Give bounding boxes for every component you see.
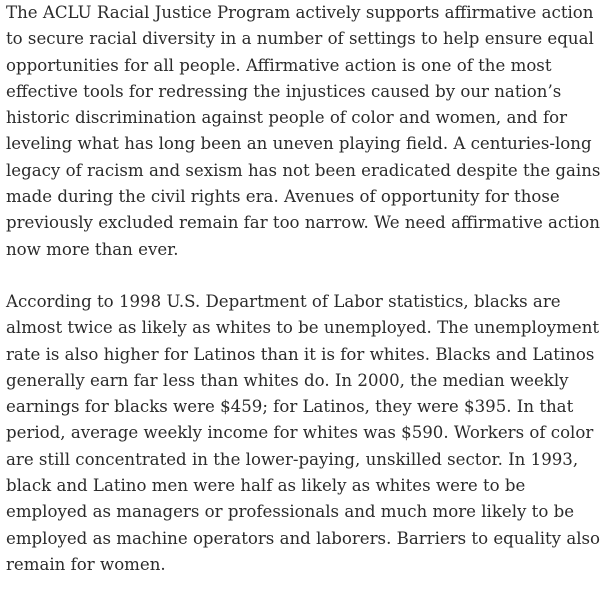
text-line: legacy of racism and sexism has not been eradicated despite the gains: [6, 160, 601, 180]
text-line: The ACLU Racial Justice Program actively supports affirmative action: [6, 3, 594, 22]
text-line: period, average weekly income for whites was $590. Workers of color: [6, 423, 594, 443]
text-line: earnings for blacks were $459; for Latinos, they were $395. In that: [6, 397, 574, 417]
document-body: [6, 0, 604, 578]
text-line: remain for women.: [6, 554, 166, 574]
text-line: generally earn far less than whites do. In 2000, the median weekly: [6, 370, 569, 390]
text-line: employed as managers or professionals and much more likely to be: [6, 502, 575, 522]
text-line: black and Latino men were half as likely as whites were to be: [6, 476, 526, 496]
text-line: now more than ever.: [6, 239, 179, 259]
text-line: employed as machine operators and laborers. Barriers to equality also: [6, 528, 601, 548]
paragraph-labor-statistics: [6, 289, 604, 578]
text-line: rate is also higher for Latinos than it is for whites. Blacks and Latinos: [6, 344, 595, 364]
text-line: historic discrimination against people of color and women, and for: [6, 108, 568, 128]
text-line: opportunities for all people. Affirmative action is one of the most: [6, 55, 552, 75]
paragraph-affirmative-action: [6, 0, 604, 263]
text-line: According to 1998 U.S. Department of Labor statistics, blacks are: [6, 291, 561, 311]
text-line: almost twice as likely as whites to be unemployed. The unemployment: [6, 318, 600, 338]
text-line: leveling what has long been an uneven playing field. A centuries-long: [6, 134, 592, 154]
text-line: made during the civil rights era. Avenues of opportunity for those: [6, 187, 560, 207]
paragraph-spacer: [6, 263, 604, 289]
text-line: previously excluded remain far too narrow. We need affirmative action: [6, 213, 600, 233]
text-line: effective tools for redressing the injustices caused by our nation’s: [6, 81, 562, 101]
text-line: are still concentrated in the lower-paying, unskilled sector. In 1993,: [6, 449, 579, 469]
text-line: to secure racial diversity in a number of settings to help ensure equal: [6, 29, 594, 49]
